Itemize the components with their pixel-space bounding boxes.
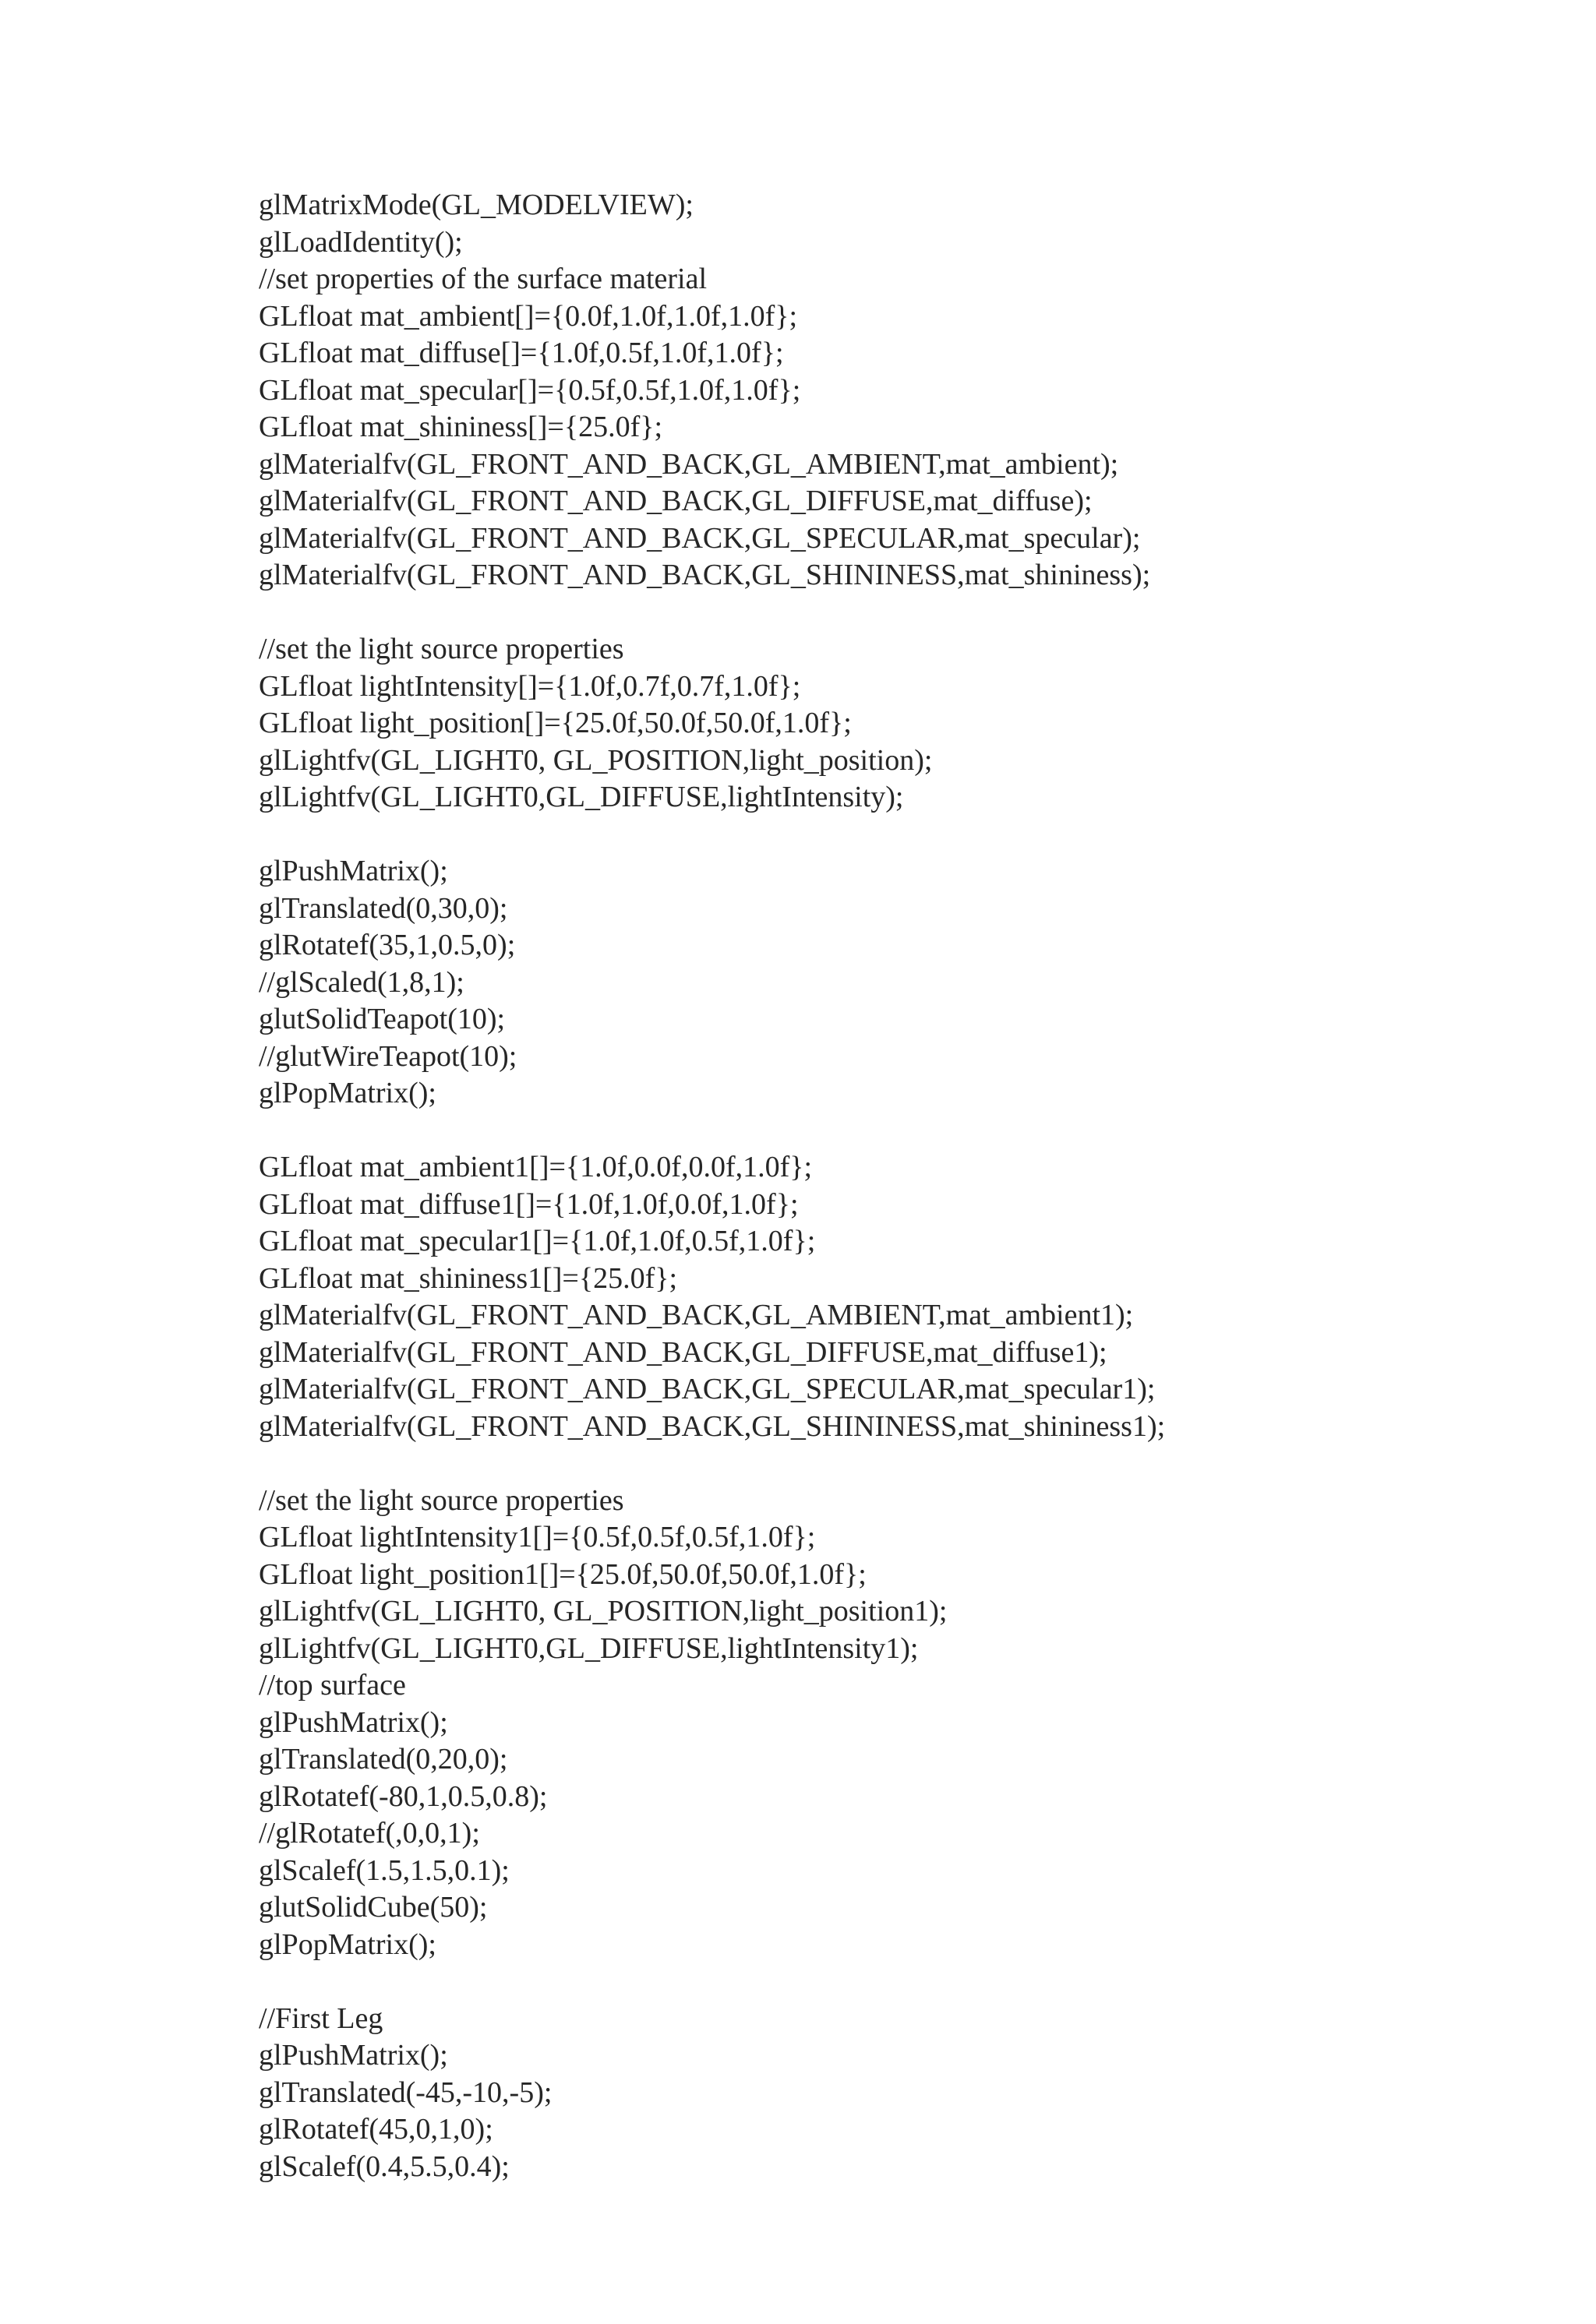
blank-line [259,1963,1568,2001]
code-line: glLightfv(GL_LIGHT0,GL_DIFFUSE,lightIntensity); [259,781,904,813]
code-line: //set the light source properties [259,1483,624,1517]
code-line: //set the light source properties [259,633,624,665]
code-line: GLfloat lightIntensity[]={1.0f,0.7f,0.7f,1.0f}; [259,669,801,703]
code-line: //top surface [259,1669,406,1702]
code-line: //set properties of the surface material [259,263,708,295]
code-line: glMaterialfv(GL_FRONT_AND_BACK,GL_SPECULAR,mat_specular1); [259,1373,1156,1405]
code-line: GLfloat light_position1[]={25.0f,50.0f,50.0f,1.0f}; [259,1557,867,1591]
code-line: glutSolidCube(50); [259,1891,488,1924]
code-line: glMaterialfv(GL_FRONT_AND_BACK,GL_DIFFUSE,mat_diffuse1); [259,1335,1107,1369]
code-line: glLightfv(GL_LIGHT0,GL_DIFFUSE,lightIntensity1); [259,1631,919,1665]
code-line: glRotatef(35,1,0.5,0); [259,929,516,961]
blank-line [259,1113,1568,1150]
code-line: //glutWireTeapot(10); [259,1039,517,1073]
code-line: GLfloat mat_ambient[]={0.0f,1.0f,1.0f,1.0f}; [259,299,798,333]
blank-line [259,1445,1568,1483]
code-line: glMaterialfv(GL_FRONT_AND_BACK,GL_SHININESS,mat_shininess1); [259,1409,1166,1443]
code-line: //First Leg [259,2001,383,2035]
code-line: glRotatef(45,0,1,0); [259,2113,493,2146]
code-line: glMaterialfv(GL_FRONT_AND_BACK,GL_AMBIENT,mat_ambient); [259,447,1119,481]
code-line: GLfloat light_position[]={25.0f,50.0f,50.0f,1.0f}; [259,707,852,739]
code-line: glScalef(1.5,1.5,0.1); [259,1853,510,1887]
code-line: glScalef(0.4,5.5,0.4); [259,2149,510,2183]
code-line: glLoadIdentity(); [259,225,463,259]
code-line: glTranslated(-45,-10,-5); [259,2075,553,2109]
code-line: glPushMatrix(); [259,855,448,887]
code-line: GLfloat mat_specular[]={0.5f,0.5f,1.0f,1.0f}; [259,373,801,407]
code-line: glutSolidTeapot(10); [259,1003,506,1035]
code-line: glPopMatrix(); [259,1927,436,1961]
code-line: glPushMatrix(); [259,1705,448,1739]
code-line: glMaterialfv(GL_FRONT_AND_BACK,GL_AMBIENT,mat_ambient1); [259,1299,1134,1331]
code-line: GLfloat mat_ambient1[]={1.0f,0.0f,0.0f,1.0f}; [259,1151,813,1183]
code-line: glLightfv(GL_LIGHT0, GL_POSITION,light_position); [259,743,933,777]
code-line: GLfloat mat_specular1[]={1.0f,1.0f,0.5f,1.0f}; [259,1225,816,1257]
code-line: //glRotatef(,0,0,1); [259,1817,480,1850]
code-line: glTranslated(0,20,0); [259,1743,508,1776]
code-line: glMaterialfv(GL_FRONT_AND_BACK,GL_DIFFUSE,mat_diffuse); [259,485,1093,517]
code-line: glPushMatrix(); [259,2039,448,2072]
code-line: GLfloat mat_shininess[]={25.0f}; [259,411,663,443]
code-line: glLightfv(GL_LIGHT0, GL_POSITION,light_position1); [259,1595,948,1628]
code-line: //glScaled(1,8,1); [259,965,464,999]
code-listing [259,187,1568,2185]
code-line: GLfloat mat_shininess1[]={25.0f}; [259,1261,678,1295]
code-line: glMatrixMode(GL_MODELVIEW); [259,189,694,221]
blank-line [259,816,1568,854]
blank-line [259,594,1568,632]
code-line: GLfloat mat_diffuse[]={1.0f,0.5f,1.0f,1.0f}; [259,337,784,369]
code-line: glMaterialfv(GL_FRONT_AND_BACK,GL_SHININESS,mat_shininess); [259,559,1151,591]
code-line: glRotatef(-80,1,0.5,0.8); [259,1779,548,1813]
code-line: glTranslated(0,30,0); [259,891,508,925]
code-line: glPopMatrix(); [259,1077,436,1109]
code-line: GLfloat lightIntensity1[]={0.5f,0.5f,0.5f,1.0f}; [259,1521,816,1553]
code-line: GLfloat mat_diffuse1[]={1.0f,1.0f,0.0f,1.0f}; [259,1187,799,1221]
code-line: glMaterialfv(GL_FRONT_AND_BACK,GL_SPECULAR,mat_specular); [259,521,1141,555]
